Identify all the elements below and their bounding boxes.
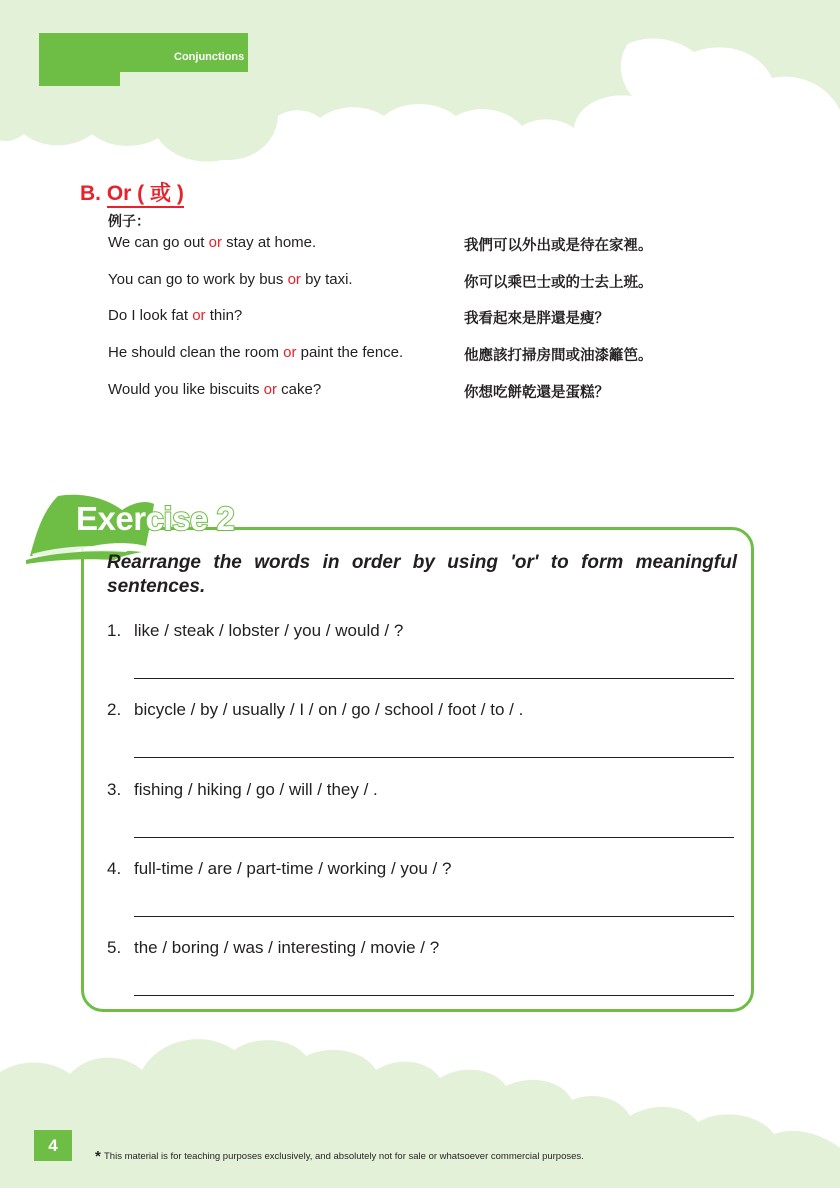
header-tab-tail: [39, 72, 120, 86]
question-number: 5.: [107, 938, 122, 957]
footnote-star: *: [95, 1148, 101, 1165]
exercise-instructions: Rearrange the words in order by using 'or' to form meaningful: [107, 552, 737, 573]
example-english: You can go to work by bus or by taxi.: [108, 271, 353, 288]
footnote: This material is for teaching purposes exclusively, and absolutely not for sale or whatsoever commercial purposes.: [104, 1151, 584, 1162]
bottom-cloud-background: [0, 1030, 840, 1188]
section-letter: B.: [80, 182, 101, 205]
question-text: bicycle / by / usually / I / on / go / school / foot / to / .: [134, 700, 524, 719]
example-chinese: 我看起來是胖還是瘦？: [464, 311, 609, 327]
example-english: Do I look fat or thin?: [108, 307, 243, 324]
question-text: the / boring / was / interesting / movie / ?: [134, 938, 440, 957]
question-text: like / steak / lobster / you / would / ?: [134, 621, 404, 640]
example-chinese: 他應該打掃房間或油漆籬笆。: [464, 348, 653, 364]
example-english: He should clean the room or paint the fence.: [108, 344, 404, 361]
examples-label: 例子：: [108, 214, 150, 230]
question-number: 4.: [107, 859, 122, 878]
answer-line[interactable]: [134, 678, 734, 679]
question-number: 2.: [107, 700, 122, 719]
answer-line[interactable]: [134, 837, 734, 838]
example-chinese: 你想吃餅乾還是蛋糕？: [464, 385, 609, 401]
exercise-title: Exercise 2: [76, 500, 235, 537]
top-cloud-background: [0, 0, 840, 170]
answer-line[interactable]: [134, 757, 734, 758]
section-word: Or ( 或 ): [107, 182, 184, 208]
question-number: 1.: [107, 621, 122, 640]
question-text: full-time / are / part-time / working / you / ?: [134, 859, 452, 878]
example-chinese: 你可以乘巴士或的士去上班。: [464, 275, 653, 291]
section-title: [80, 177, 184, 207]
page-number: 4: [48, 1136, 58, 1155]
example-english: Would you like biscuits or cake?: [108, 381, 322, 398]
answer-line[interactable]: [134, 995, 734, 996]
question-text: fishing / hiking / go / will / they / .: [134, 780, 378, 799]
example-english: We can go out or stay at home.: [108, 234, 317, 251]
example-chinese: 我們可以外出或是待在家裡。: [464, 238, 653, 254]
question-number: 3.: [107, 780, 122, 799]
exercise-instructions-cont: sentences.: [107, 576, 206, 597]
chapter-title: Conjunctions: [174, 51, 245, 63]
answer-line[interactable]: [134, 916, 734, 917]
